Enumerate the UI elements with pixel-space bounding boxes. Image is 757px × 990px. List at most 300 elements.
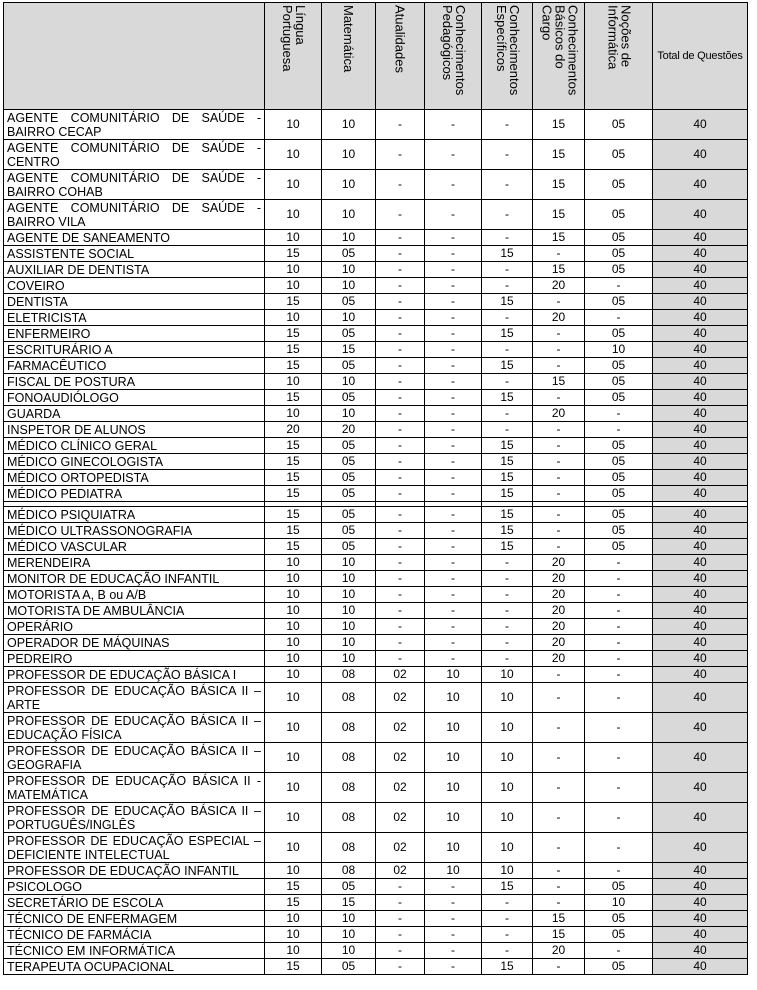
- cargo-cell: COVEIRO: [4, 278, 265, 294]
- basicos-cell: 15: [533, 374, 585, 390]
- table-row: [4, 619, 748, 635]
- informatica-cell: -: [585, 587, 653, 603]
- especificos-cell: 15: [482, 507, 533, 523]
- header-informatica-text: Noções de Informática: [605, 4, 634, 69]
- pedagogicos-cell: -: [425, 523, 482, 539]
- especificos-cell: 15: [482, 959, 533, 975]
- pedagogicos-cell: -: [425, 246, 482, 262]
- especificos-cell: -: [482, 374, 533, 390]
- pedagogicos-cell: -: [425, 555, 482, 571]
- basicos-cell: -: [533, 523, 585, 539]
- cargo-cell: AGENTE COMUNITÁRIO DE SAÚDE - BAIRRO CECAP: [4, 110, 265, 140]
- header-especificos-text: Conhecimentos Específicos: [494, 4, 522, 95]
- basicos-cell: 15: [533, 911, 585, 927]
- atualidades-cell: -: [376, 587, 425, 603]
- especificos-cell: -: [482, 422, 533, 438]
- informatica-cell: 05: [585, 262, 653, 278]
- lingua-portuguesa-cell: 15: [265, 342, 322, 358]
- informatica-cell: -: [585, 667, 653, 683]
- atualidades-cell: -: [376, 539, 425, 555]
- total-cell: 40: [653, 246, 748, 262]
- lingua-portuguesa-cell: 15: [265, 539, 322, 555]
- informatica-cell: -: [585, 422, 653, 438]
- basicos-cell: 15: [533, 140, 585, 170]
- informatica-cell: -: [585, 555, 653, 571]
- table-row: [4, 683, 748, 713]
- lingua-portuguesa-cell: 10: [265, 278, 322, 294]
- informatica-cell: 05: [585, 470, 653, 486]
- table-row: [4, 140, 748, 170]
- basicos-cell: 20: [533, 619, 585, 635]
- lingua-portuguesa-cell: 10: [265, 406, 322, 422]
- cargo-cell: TÉCNICO EM INFORMÁTICA: [4, 943, 265, 959]
- informatica-cell: 05: [585, 507, 653, 523]
- total-cell: 40: [653, 863, 748, 879]
- header-total: Total de Questões: [653, 3, 748, 110]
- informatica-cell: 05: [585, 230, 653, 246]
- total-cell: 40: [653, 262, 748, 278]
- informatica-cell: 05: [585, 523, 653, 539]
- pedagogicos-cell: -: [425, 603, 482, 619]
- cargo-cell: PROFESSOR DE EDUCAÇÃO BÁSICA I: [4, 667, 265, 683]
- especificos-cell: 15: [482, 438, 533, 454]
- lingua-portuguesa-cell: 10: [265, 635, 322, 651]
- atualidades-cell: -: [376, 943, 425, 959]
- atualidades-cell: -: [376, 310, 425, 326]
- table-row: [4, 262, 748, 278]
- header-informatica: [585, 3, 653, 110]
- cargo-cell: OPERÁRIO: [4, 619, 265, 635]
- matematica-cell: 20: [322, 422, 376, 438]
- matematica-cell: 08: [322, 743, 376, 773]
- atualidades-cell: -: [376, 507, 425, 523]
- matematica-cell: 10: [322, 374, 376, 390]
- especificos-cell: 15: [482, 358, 533, 374]
- atualidades-cell: -: [376, 454, 425, 470]
- atualidades-cell: -: [376, 486, 425, 502]
- total-cell: 40: [653, 140, 748, 170]
- especificos-cell: -: [482, 571, 533, 587]
- informatica-cell: 05: [585, 246, 653, 262]
- matematica-cell: 05: [322, 246, 376, 262]
- especificos-cell: 15: [482, 294, 533, 310]
- atualidades-cell: -: [376, 959, 425, 975]
- basicos-cell: -: [533, 246, 585, 262]
- cargo-cell: SECRETÁRIO DE ESCOLA: [4, 895, 265, 911]
- table-row: [4, 635, 748, 651]
- total-cell: 40: [653, 342, 748, 358]
- basicos-cell: -: [533, 294, 585, 310]
- matematica-cell: 10: [322, 603, 376, 619]
- informatica-cell: -: [585, 406, 653, 422]
- matematica-cell: 10: [322, 555, 376, 571]
- basicos-cell: -: [533, 803, 585, 833]
- informatica-cell: -: [585, 943, 653, 959]
- cargo-cell: PROFESSOR DE EDUCAÇÃO INFANTIL: [4, 863, 265, 879]
- lingua-portuguesa-cell: 15: [265, 895, 322, 911]
- especificos-cell: 15: [482, 523, 533, 539]
- atualidades-cell: -: [376, 200, 425, 230]
- lingua-portuguesa-cell: 10: [265, 571, 322, 587]
- cargo-cell: MÉDICO ULTRASSONOGRAFIA: [4, 523, 265, 539]
- matematica-cell: 10: [322, 278, 376, 294]
- table-row: [4, 170, 748, 200]
- informatica-cell: 05: [585, 959, 653, 975]
- cargo-cell: MÉDICO VASCULAR: [4, 539, 265, 555]
- lingua-portuguesa-cell: 10: [265, 911, 322, 927]
- atualidades-cell: -: [376, 651, 425, 667]
- cargo-cell: ASSISTENTE SOCIAL: [4, 246, 265, 262]
- total-cell: 40: [653, 422, 748, 438]
- cargo-cell: MÉDICO CLÍNICO GERAL: [4, 438, 265, 454]
- total-cell: 40: [653, 571, 748, 587]
- total-cell: 40: [653, 603, 748, 619]
- lingua-portuguesa-cell: 10: [265, 374, 322, 390]
- pedagogicos-cell: -: [425, 278, 482, 294]
- basicos-cell: -: [533, 539, 585, 555]
- informatica-cell: -: [585, 310, 653, 326]
- pedagogicos-cell: -: [425, 406, 482, 422]
- cargo-cell: TERAPEUTA OCUPACIONAL: [4, 959, 265, 975]
- especificos-cell: -: [482, 651, 533, 667]
- basicos-cell: -: [533, 895, 585, 911]
- atualidades-cell: -: [376, 140, 425, 170]
- especificos-cell: -: [482, 406, 533, 422]
- informatica-cell: -: [585, 803, 653, 833]
- matematica-cell: 10: [322, 635, 376, 651]
- total-cell: 40: [653, 635, 748, 651]
- total-cell: 40: [653, 683, 748, 713]
- header-especificos: [482, 3, 533, 110]
- informatica-cell: 05: [585, 140, 653, 170]
- pedagogicos-cell: -: [425, 539, 482, 555]
- lingua-portuguesa-cell: 15: [265, 523, 322, 539]
- total-cell: 40: [653, 523, 748, 539]
- informatica-cell: 10: [585, 342, 653, 358]
- matematica-cell: 10: [322, 310, 376, 326]
- pedagogicos-cell: -: [425, 262, 482, 278]
- atualidades-cell: -: [376, 927, 425, 943]
- total-cell: 40: [653, 539, 748, 555]
- cargo-cell: AUXILIAR DE DENTISTA: [4, 262, 265, 278]
- total-cell: 40: [653, 358, 748, 374]
- lingua-portuguesa-cell: 10: [265, 603, 322, 619]
- table-row: [4, 911, 748, 927]
- total-cell: 40: [653, 200, 748, 230]
- header-basicos-text: Conhecimentos Básicos do Cargo: [539, 4, 581, 95]
- especificos-cell: -: [482, 140, 533, 170]
- table-row: [4, 438, 748, 454]
- basicos-cell: -: [533, 879, 585, 895]
- basicos-cell: -: [533, 959, 585, 975]
- table-row: [4, 803, 748, 833]
- basicos-cell: -: [533, 454, 585, 470]
- table-row: [4, 943, 748, 959]
- basicos-cell: 20: [533, 406, 585, 422]
- matematica-cell: 05: [322, 523, 376, 539]
- atualidades-cell: 02: [376, 713, 425, 743]
- table-row: [4, 927, 748, 943]
- atualidades-cell: -: [376, 170, 425, 200]
- atualidades-cell: 02: [376, 803, 425, 833]
- table-row: [4, 507, 748, 523]
- basicos-cell: 15: [533, 230, 585, 246]
- especificos-cell: 15: [482, 470, 533, 486]
- basicos-cell: 20: [533, 635, 585, 651]
- basicos-cell: -: [533, 470, 585, 486]
- matematica-cell: 05: [322, 438, 376, 454]
- matematica-cell: 10: [322, 651, 376, 667]
- header-pedagogicos-text: Conhecimentos Pedagógicos: [440, 4, 468, 95]
- total-cell: 40: [653, 326, 748, 342]
- total-cell: 40: [653, 833, 748, 863]
- informatica-cell: 05: [585, 294, 653, 310]
- especificos-cell: -: [482, 943, 533, 959]
- lingua-portuguesa-cell: 10: [265, 110, 322, 140]
- table-row: [4, 406, 748, 422]
- basicos-cell: -: [533, 422, 585, 438]
- cargo-cell: TÉCNICO DE FARMÁCIA: [4, 927, 265, 943]
- lingua-portuguesa-cell: 10: [265, 667, 322, 683]
- atualidades-cell: -: [376, 895, 425, 911]
- cargo-cell: DENTISTA: [4, 294, 265, 310]
- especificos-cell: -: [482, 278, 533, 294]
- header-atualidades-text: Atualidades: [392, 4, 408, 73]
- table-row: [4, 603, 748, 619]
- basicos-cell: 20: [533, 651, 585, 667]
- basicos-cell: -: [533, 326, 585, 342]
- atualidades-cell: 02: [376, 863, 425, 879]
- basicos-cell: -: [533, 358, 585, 374]
- informatica-cell: -: [585, 635, 653, 651]
- especificos-cell: -: [482, 310, 533, 326]
- matematica-cell: 05: [322, 454, 376, 470]
- especificos-cell: 15: [482, 454, 533, 470]
- informatica-cell: 05: [585, 374, 653, 390]
- basicos-cell: 15: [533, 262, 585, 278]
- table-row: [4, 523, 748, 539]
- lingua-portuguesa-cell: 10: [265, 230, 322, 246]
- especificos-cell: 15: [482, 539, 533, 555]
- total-cell: 40: [653, 927, 748, 943]
- matematica-cell: 10: [322, 927, 376, 943]
- atualidades-cell: 02: [376, 667, 425, 683]
- table-row: [4, 486, 748, 502]
- matematica-cell: 10: [322, 170, 376, 200]
- table-body: [4, 110, 748, 975]
- lingua-portuguesa-cell: 10: [265, 651, 322, 667]
- table-row: [4, 294, 748, 310]
- cargo-cell: PROFESSOR DE EDUCAÇÃO ESPECIAL – DEFICIENTE INTELECTUAL: [4, 833, 265, 863]
- basicos-cell: 20: [533, 555, 585, 571]
- matematica-cell: 10: [322, 571, 376, 587]
- table-row: [4, 342, 748, 358]
- especificos-cell: -: [482, 927, 533, 943]
- cargo-cell: GUARDA: [4, 406, 265, 422]
- matematica-cell: 08: [322, 713, 376, 743]
- lingua-portuguesa-cell: 15: [265, 454, 322, 470]
- informatica-cell: -: [585, 278, 653, 294]
- matematica-cell: 05: [322, 507, 376, 523]
- pedagogicos-cell: -: [425, 470, 482, 486]
- cargo-cell: PROFESSOR DE EDUCAÇÃO BÁSICA II – PORTUGUÊS/INGLÊS: [4, 803, 265, 833]
- matematica-cell: 08: [322, 683, 376, 713]
- atualidades-cell: -: [376, 110, 425, 140]
- lingua-portuguesa-cell: 15: [265, 879, 322, 895]
- lingua-portuguesa-cell: 10: [265, 587, 322, 603]
- total-cell: 40: [653, 374, 748, 390]
- informatica-cell: 10: [585, 895, 653, 911]
- pedagogicos-cell: -: [425, 571, 482, 587]
- cargo-cell: AGENTE COMUNITÁRIO DE SAÚDE - BAIRRO COHAB: [4, 170, 265, 200]
- lingua-portuguesa-cell: 15: [265, 507, 322, 523]
- table-row: [4, 651, 748, 667]
- total-cell: 40: [653, 438, 748, 454]
- cargo-cell: MOTORISTA A, B ou A/B: [4, 587, 265, 603]
- basicos-cell: -: [533, 667, 585, 683]
- pedagogicos-cell: -: [425, 879, 482, 895]
- atualidades-cell: -: [376, 422, 425, 438]
- table-row: [4, 571, 748, 587]
- header-atualidades: [376, 3, 425, 110]
- table-row: [4, 374, 748, 390]
- especificos-cell: 10: [482, 713, 533, 743]
- basicos-cell: 15: [533, 110, 585, 140]
- pedagogicos-cell: -: [425, 422, 482, 438]
- atualidades-cell: -: [376, 406, 425, 422]
- atualidades-cell: 02: [376, 743, 425, 773]
- lingua-portuguesa-cell: 10: [265, 773, 322, 803]
- informatica-cell: 05: [585, 438, 653, 454]
- total-cell: 40: [653, 713, 748, 743]
- basicos-cell: -: [533, 743, 585, 773]
- basicos-cell: -: [533, 342, 585, 358]
- lingua-portuguesa-cell: 10: [265, 619, 322, 635]
- informatica-cell: 05: [585, 358, 653, 374]
- pedagogicos-cell: -: [425, 587, 482, 603]
- cargo-cell: MÉDICO PEDIATRA: [4, 486, 265, 502]
- pedagogicos-cell: -: [425, 342, 482, 358]
- pedagogicos-cell: -: [425, 943, 482, 959]
- total-cell: 40: [653, 507, 748, 523]
- matematica-cell: 05: [322, 326, 376, 342]
- basicos-cell: -: [533, 486, 585, 502]
- informatica-cell: 05: [585, 911, 653, 927]
- questions-table: [3, 2, 748, 975]
- matematica-cell: 08: [322, 863, 376, 879]
- informatica-cell: 05: [585, 390, 653, 406]
- especificos-cell: -: [482, 587, 533, 603]
- table-row: [4, 246, 748, 262]
- pedagogicos-cell: -: [425, 651, 482, 667]
- especificos-cell: 10: [482, 743, 533, 773]
- table-row: [4, 773, 748, 803]
- table-row: [4, 422, 748, 438]
- cargo-cell: PEDREIRO: [4, 651, 265, 667]
- pedagogicos-cell: 10: [425, 743, 482, 773]
- especificos-cell: 10: [482, 833, 533, 863]
- cargo-cell: FARMACÊUTICO: [4, 358, 265, 374]
- informatica-cell: -: [585, 571, 653, 587]
- cargo-cell: MÉDICO ORTOPEDISTA: [4, 470, 265, 486]
- atualidades-cell: -: [376, 619, 425, 635]
- cargo-cell: INSPETOR DE ALUNOS: [4, 422, 265, 438]
- lingua-portuguesa-cell: 10: [265, 863, 322, 879]
- cargo-cell: PROFESSOR DE EDUCAÇÃO BÁSICA II – ARTE: [4, 683, 265, 713]
- total-cell: 40: [653, 959, 748, 975]
- informatica-cell: 05: [585, 110, 653, 140]
- table-row: [4, 587, 748, 603]
- lingua-portuguesa-cell: 10: [265, 713, 322, 743]
- pedagogicos-cell: 10: [425, 683, 482, 713]
- table-row: [4, 667, 748, 683]
- header-row: [4, 3, 748, 110]
- total-cell: 40: [653, 390, 748, 406]
- lingua-portuguesa-cell: 10: [265, 140, 322, 170]
- especificos-cell: -: [482, 342, 533, 358]
- informatica-cell: -: [585, 773, 653, 803]
- informatica-cell: -: [585, 743, 653, 773]
- pedagogicos-cell: -: [425, 390, 482, 406]
- cargo-cell: ELETRICISTA: [4, 310, 265, 326]
- cargo-cell: AGENTE DE SANEAMENTO: [4, 230, 265, 246]
- lingua-portuguesa-cell: 10: [265, 200, 322, 230]
- total-cell: 40: [653, 170, 748, 200]
- atualidades-cell: -: [376, 278, 425, 294]
- basicos-cell: -: [533, 390, 585, 406]
- atualidades-cell: -: [376, 438, 425, 454]
- lingua-portuguesa-cell: 15: [265, 486, 322, 502]
- atualidades-cell: -: [376, 911, 425, 927]
- table-row: [4, 555, 748, 571]
- especificos-cell: 15: [482, 326, 533, 342]
- total-cell: 40: [653, 911, 748, 927]
- informatica-cell: 05: [585, 454, 653, 470]
- basicos-cell: 15: [533, 170, 585, 200]
- cargo-cell: PROFESSOR DE EDUCAÇÃO BÁSICA II - MATEMÁTICA: [4, 773, 265, 803]
- atualidades-cell: -: [376, 635, 425, 651]
- basicos-cell: -: [533, 833, 585, 863]
- basicos-cell: 15: [533, 927, 585, 943]
- matematica-cell: 10: [322, 110, 376, 140]
- pedagogicos-cell: -: [425, 310, 482, 326]
- especificos-cell: 10: [482, 667, 533, 683]
- pedagogicos-cell: -: [425, 438, 482, 454]
- matematica-cell: 05: [322, 470, 376, 486]
- total-cell: 40: [653, 555, 748, 571]
- lingua-portuguesa-cell: 10: [265, 555, 322, 571]
- basicos-cell: 15: [533, 200, 585, 230]
- pedagogicos-cell: -: [425, 959, 482, 975]
- cargo-cell: MOTORISTA DE AMBULÂNCIA: [4, 603, 265, 619]
- table-row: [4, 895, 748, 911]
- especificos-cell: -: [482, 895, 533, 911]
- matematica-cell: 10: [322, 262, 376, 278]
- atualidades-cell: -: [376, 230, 425, 246]
- informatica-cell: 05: [585, 326, 653, 342]
- matematica-cell: 05: [322, 959, 376, 975]
- atualidades-cell: -: [376, 523, 425, 539]
- basicos-cell: -: [533, 438, 585, 454]
- atualidades-cell: 02: [376, 833, 425, 863]
- cargo-cell: ESCRITURÁRIO A: [4, 342, 265, 358]
- matematica-cell: 05: [322, 879, 376, 895]
- basicos-cell: -: [533, 773, 585, 803]
- header-lingua-portuguesa-text: Língua Portuguesa: [280, 4, 308, 71]
- lingua-portuguesa-cell: 15: [265, 326, 322, 342]
- atualidades-cell: -: [376, 374, 425, 390]
- matematica-cell: 10: [322, 140, 376, 170]
